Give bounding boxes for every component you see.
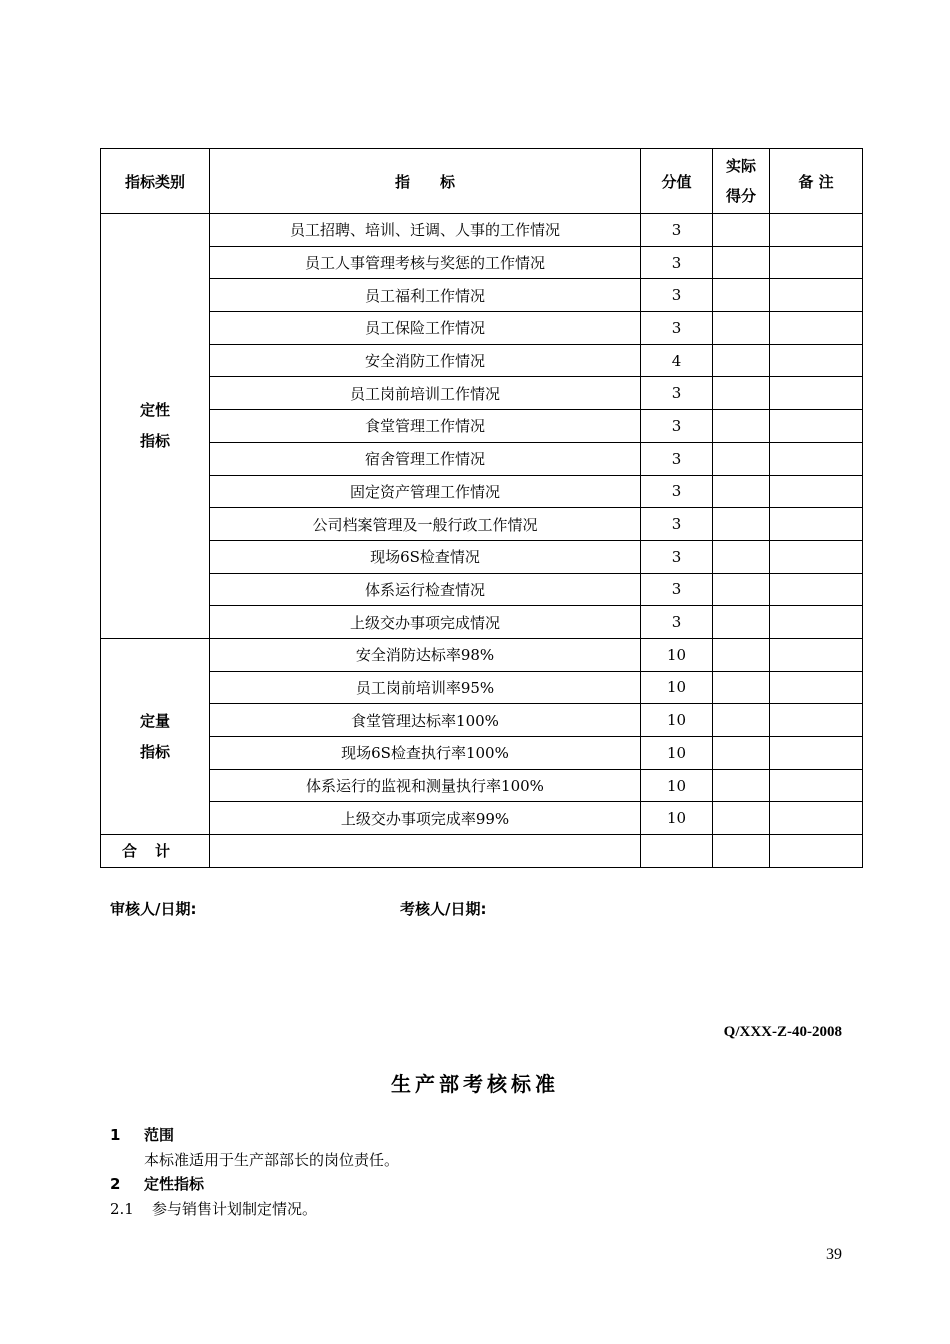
indicator-cell: 员工岗前培训工作情况 [210, 377, 641, 410]
actual-score-cell[interactable] [713, 802, 770, 835]
indicator-cell: 食堂管理工作情况 [210, 410, 641, 443]
section-1-title: 范围 [144, 1126, 175, 1144]
actual-score-cell[interactable] [713, 769, 770, 802]
points-cell: 10 [641, 704, 713, 737]
table-row [101, 508, 863, 541]
table-row [101, 704, 863, 737]
total-actual-cell[interactable] [713, 835, 770, 868]
actual-score-cell[interactable] [713, 671, 770, 704]
total-row [101, 835, 863, 868]
indicator-cell: 固定资产管理工作情况 [210, 475, 641, 508]
indicator-cell: 员工保险工作情况 [210, 312, 641, 345]
remark-cell[interactable] [770, 638, 863, 671]
remark-cell[interactable] [770, 671, 863, 704]
actual-score-cell[interactable] [713, 540, 770, 573]
indicator-cell: 员工福利工作情况 [210, 279, 641, 312]
actual-score-cell[interactable] [713, 508, 770, 541]
actual-score-cell[interactable] [713, 737, 770, 770]
remark-cell[interactable] [770, 802, 863, 835]
points-cell: 3 [641, 214, 713, 247]
indicator-cell: 食堂管理达标率100% [210, 704, 641, 737]
indicator-cell: 现场6S检查执行率100% [210, 737, 641, 770]
points-cell: 3 [641, 312, 713, 345]
header-actual-line1: 实际 [725, 157, 756, 175]
header-category: 指标类别 [101, 149, 210, 214]
table-row [101, 802, 863, 835]
points-cell: 10 [641, 638, 713, 671]
header-points: 分值 [641, 149, 713, 214]
remark-cell[interactable] [770, 769, 863, 802]
points-cell: 3 [641, 246, 713, 279]
remark-cell[interactable] [770, 540, 863, 573]
points-cell: 3 [641, 540, 713, 573]
remark-cell[interactable] [770, 508, 863, 541]
remark-cell[interactable] [770, 606, 863, 639]
remark-cell[interactable] [770, 704, 863, 737]
table-row [101, 377, 863, 410]
quantitative-category-line2: 指标 [139, 742, 170, 761]
remark-cell[interactable] [770, 279, 863, 312]
indicator-cell: 宿舍管理工作情况 [210, 442, 641, 475]
points-cell: 3 [641, 573, 713, 606]
points-cell: 10 [641, 671, 713, 704]
total-label: 合计 [101, 835, 210, 868]
table-row [101, 737, 863, 770]
table-row [101, 573, 863, 606]
indicator-cell: 体系运行检查情况 [210, 573, 641, 606]
total-remark-cell[interactable] [770, 835, 863, 868]
points-cell: 3 [641, 508, 713, 541]
actual-score-cell[interactable] [713, 312, 770, 345]
actual-score-cell[interactable] [713, 638, 770, 671]
table-row [101, 344, 863, 377]
indicator-cell: 安全消防工作情况 [210, 344, 641, 377]
remark-cell[interactable] [770, 377, 863, 410]
indicator-cell: 公司档案管理及一般行政工作情况 [210, 508, 641, 541]
total-points-cell[interactable] [641, 835, 713, 868]
quantitative-category-line1: 定量 [139, 711, 170, 730]
section-1-heading [110, 1124, 174, 1145]
points-cell: 3 [641, 410, 713, 443]
indicator-cell: 员工岗前培训率95% [210, 671, 641, 704]
remark-cell[interactable] [770, 737, 863, 770]
points-cell: 3 [641, 279, 713, 312]
points-cell: 3 [641, 442, 713, 475]
indicator-cell: 现场6S检查情况 [210, 540, 641, 573]
table-row [101, 540, 863, 573]
assessment-table [100, 148, 863, 868]
points-cell: 3 [641, 475, 713, 508]
actual-score-cell[interactable] [713, 573, 770, 606]
remark-cell[interactable] [770, 475, 863, 508]
indicator-cell: 安全消防达标率98% [210, 638, 641, 671]
remark-cell[interactable] [770, 246, 863, 279]
section-2-1-number: 2.1 [110, 1200, 134, 1218]
signature-line [110, 898, 487, 919]
actual-score-cell[interactable] [713, 704, 770, 737]
reviewer-label: 审核人/日期: [110, 900, 197, 918]
qualitative-category-cell [101, 214, 210, 639]
table-row [101, 410, 863, 443]
table-row [101, 769, 863, 802]
table-row [101, 279, 863, 312]
section-1-text: 本标准适用于生产部部长的岗位责任。 [144, 1151, 400, 1169]
indicator-cell: 员工招聘、培训、迁调、人事的工作情况 [210, 214, 641, 247]
actual-score-cell[interactable] [713, 606, 770, 639]
quantitative-category-cell [101, 638, 210, 834]
document-number: Q/XXX-Z-40-2008 [723, 1024, 842, 1040]
section-title: 生产部考核标准 [391, 1072, 559, 1096]
actual-score-cell[interactable] [713, 377, 770, 410]
header-indicator: 指 标 [210, 149, 641, 214]
qualitative-category-line1: 定性 [139, 400, 170, 419]
table-row [101, 671, 863, 704]
section-2-number: 2 [110, 1175, 121, 1193]
section-1-number: 1 [110, 1126, 121, 1144]
actual-score-cell[interactable] [713, 279, 770, 312]
points-cell: 4 [641, 344, 713, 377]
header-actual-line2: 得分 [725, 187, 756, 205]
table-row [101, 638, 863, 671]
remark-cell[interactable] [770, 344, 863, 377]
table-row [101, 475, 863, 508]
indicator-cell: 体系运行的监视和测量执行率100% [210, 769, 641, 802]
actual-score-cell[interactable] [713, 344, 770, 377]
assessor-label: 考核人/日期: [400, 900, 487, 918]
table-row [101, 312, 863, 345]
table-row [101, 442, 863, 475]
remark-cell[interactable] [770, 214, 863, 247]
total-indicator-cell [210, 835, 641, 868]
actual-score-cell[interactable] [713, 442, 770, 475]
header-remark: 备 注 [770, 149, 863, 214]
page-number: 39 [826, 1246, 842, 1263]
table-row [101, 214, 863, 247]
points-cell: 10 [641, 737, 713, 770]
table-row [101, 606, 863, 639]
remark-cell[interactable] [770, 410, 863, 443]
actual-score-cell[interactable] [713, 475, 770, 508]
indicator-cell: 上级交办事项完成情况 [210, 606, 641, 639]
table-header-row [101, 149, 863, 214]
section-2-heading [110, 1173, 204, 1194]
section-2-1-text: 参与销售计划制定情况。 [152, 1200, 318, 1218]
qualitative-category-line2: 指标 [139, 431, 170, 450]
points-cell: 10 [641, 802, 713, 835]
remark-cell[interactable] [770, 312, 863, 345]
indicator-cell: 上级交办事项完成率99% [210, 802, 641, 835]
table-row [101, 246, 863, 279]
remark-cell[interactable] [770, 573, 863, 606]
points-cell: 3 [641, 606, 713, 639]
actual-score-cell[interactable] [713, 214, 770, 247]
points-cell: 3 [641, 377, 713, 410]
points-cell: 10 [641, 769, 713, 802]
actual-score-cell[interactable] [713, 410, 770, 443]
remark-cell[interactable] [770, 442, 863, 475]
section-2-1 [110, 1198, 317, 1219]
actual-score-cell[interactable] [713, 246, 770, 279]
header-actual-score [713, 149, 770, 214]
section-2-title: 定性指标 [144, 1175, 205, 1193]
indicator-cell: 员工人事管理考核与奖惩的工作情况 [210, 246, 641, 279]
